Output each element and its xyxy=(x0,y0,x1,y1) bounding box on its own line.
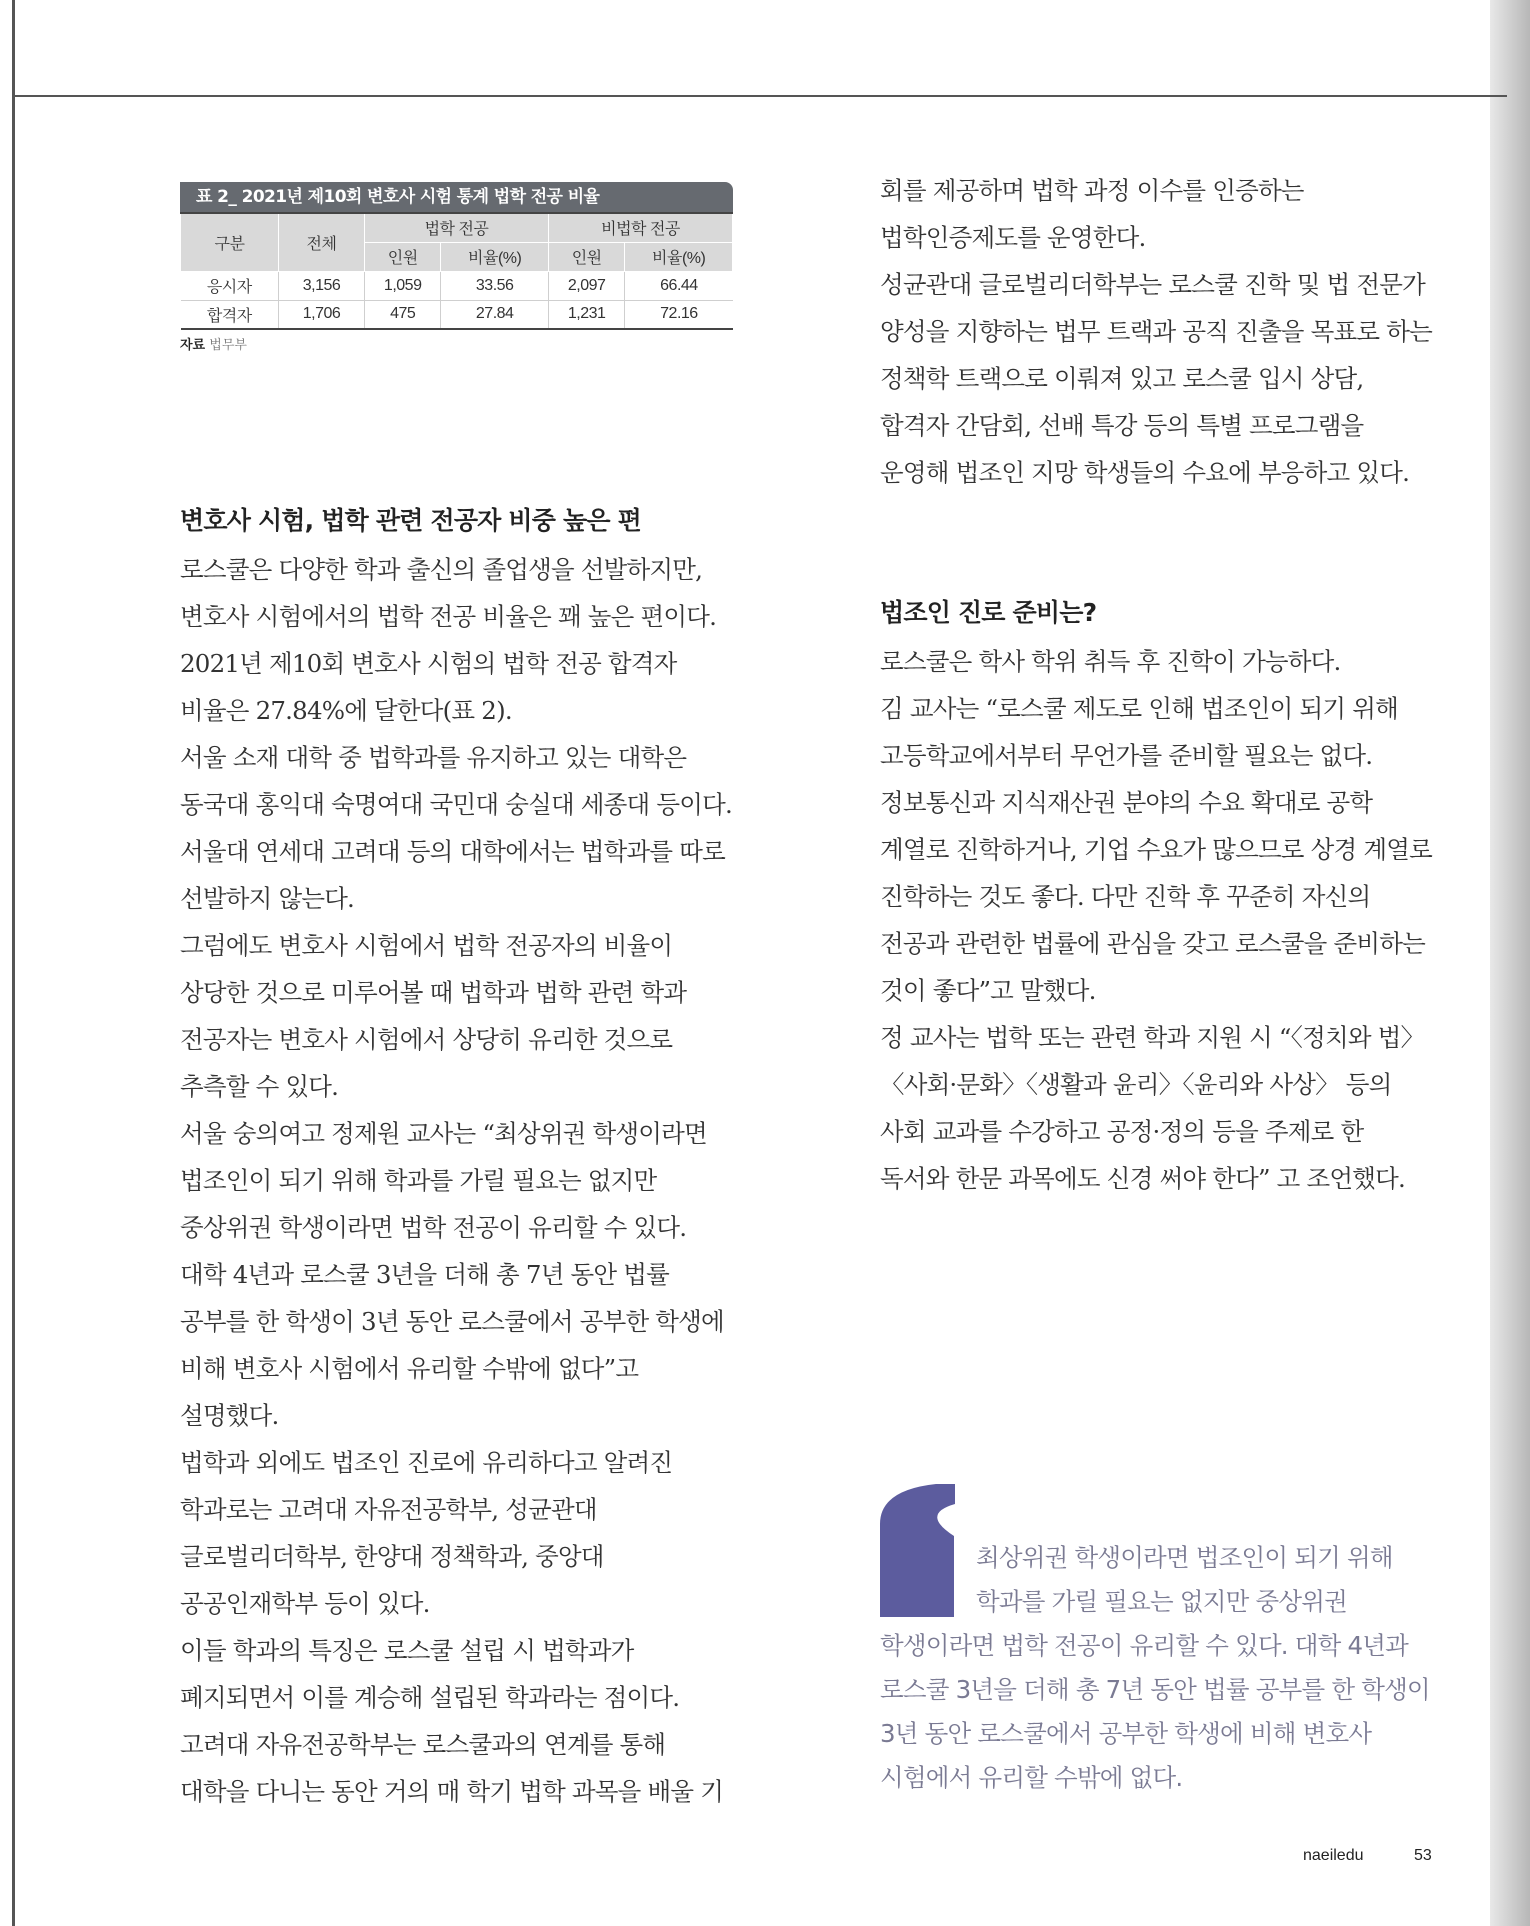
paragraph: 서울 소재 대학 중 법학과를 유지하고 있는 대학은 동국대 홍익대 숙명여대 국민대 숭실대 세종대 등이다. 서울대 연세대 고려대 등의 대학에서는 법학과를 따로 선발하지 않는다. xyxy=(180,743,732,913)
cell-law-ratio: 33.56 xyxy=(441,271,549,300)
left-column xyxy=(180,496,735,1815)
paragraph: 성균관대 글로벌리더학부는 로스쿨 진학 및 법 전문가 양성을 지향하는 법무 트랙과 공직 진출을 목표로 하는 정책학 트랙으로 이뤄져 있고 로스쿨 입시 상담, 합격자 간담회, 선배 특강 등의 특별 프로그램을 운영해 법조인 지망 학생들의 수요에 부응하고 있다. xyxy=(880,270,1432,487)
quote-rest: 학생이라면 법학 전공이 유리할 수 있다. 대학 4년과 로스쿨 3년을 더해 총 7년 동안 법률 공부를 한 학생이 3년 동안 로스쿨에서 공부한 학생에 비해 변호사 시험에서 유리할 수밖에 없다. xyxy=(880,1631,1430,1792)
th-nonlaw: 비법학 전공 xyxy=(548,213,732,242)
quote-line-2: 학과를 가릴 필요는 없지만 중상위권 xyxy=(976,1587,1347,1616)
right-column-section xyxy=(880,588,1435,1202)
table-row xyxy=(181,300,733,329)
paragraph: 정 교사는 법학 또는 관련 학과 지원 시 “〈정치와 법〉〈사회·문화〉〈생활과 윤리〉〈윤리와 사상〉 등의 사회 교과를 수강하고 공정·정의 등을 주제로 한 독서와 한문 과목에도 신경 써야 한다” 고 조언했다. xyxy=(880,1023,1425,1193)
source-value: 법무부 xyxy=(209,338,247,353)
th-category: 구분 xyxy=(181,213,279,271)
cell-nonlaw-ratio: 66.44 xyxy=(625,271,733,300)
paragraph: 회를 제공하며 법학 과정 이수를 인증하는 법학인증제도를 운영한다. xyxy=(880,176,1304,252)
th-law-count: 인원 xyxy=(365,242,441,271)
quote-line-1: 최상위권 학생이라면 법조인이 되기 위해 xyxy=(976,1543,1393,1572)
cell-label: 합격자 xyxy=(181,300,279,329)
stat-table xyxy=(180,212,733,330)
page-edge-shadow xyxy=(1490,0,1530,1926)
paragraph: 로스쿨은 학사 학위 취득 후 진학이 가능하다. xyxy=(880,647,1341,676)
paragraph: 김 교사는 “로스쿨 제도로 인해 법조인이 되기 위해 고등학교에서부터 무언가를 준비할 필요는 없다. 정보통신과 지식재산권 분야의 수요 확대로 공학 계열로 진학하거나, 기업 수요가 많으므로 상경 계열로 진학하는 것도 좋다. 다만 진학 후 꾸준히 자신의 전공과 관련한 법률에 관심을 갖고 로스쿨을 준비하는 것이 좋다”고 말했다. xyxy=(880,694,1432,1005)
paragraph: 서울 숭의여고 정제원 교사는 “최상위권 학생이라면 법조인이 되기 위해 학과를 가릴 필요는 없지만 중상위권 학생이라면 법학 전공이 유리할 수 있다. 대학 4년과 로스쿨 3년을 더해 총 7년 동안 법률 공부를 한 학생이 3년 동안 로스쿨에서 공부한 학생에 비해 변호사 시험에서 유리할 수밖에 없다”고 설명했다. xyxy=(180,1119,724,1430)
cell-nonlaw-count: 2,097 xyxy=(548,271,624,300)
right-column-top xyxy=(880,167,1435,496)
cell-total: 1,706 xyxy=(279,300,365,329)
cell-label: 응시자 xyxy=(181,271,279,300)
th-law-ratio: 비율(%) xyxy=(441,242,549,271)
table-row xyxy=(181,271,733,300)
stat-table-block xyxy=(180,182,733,353)
cell-nonlaw-ratio: 72.16 xyxy=(625,300,733,329)
th-nonlaw-count: 인원 xyxy=(548,242,624,271)
page-number: 53 xyxy=(1414,1847,1432,1864)
th-law: 법학 전공 xyxy=(365,213,549,242)
cell-law-ratio: 27.84 xyxy=(441,300,549,329)
cell-law-count: 1,059 xyxy=(365,271,441,300)
paragraph: 법학과 외에도 법조인 진로에 유리하다고 알려진 학과로는 고려대 자유전공학부, 성균관대 글로벌리더학부, 한양대 정책학과, 중앙대 공공인재학부 등이 있다. xyxy=(180,1448,673,1618)
section-heading-right: 법조인 진로 준비는? xyxy=(880,598,1097,627)
right-body xyxy=(880,638,1435,1202)
paragraph: 로스쿨은 다양한 학과 출신의 졸업생을 선발하지만, 변호사 시험에서의 법학 전공 비율은 꽤 높은 편이다. 2021년 제10회 변호사 시험의 법학 전공 합격자 비율은 27.84%에 달한다(표 2). xyxy=(180,555,717,725)
right-body-top xyxy=(880,167,1435,496)
cell-nonlaw-count: 1,231 xyxy=(548,300,624,329)
table-source xyxy=(180,334,733,353)
cell-total: 3,156 xyxy=(279,271,365,300)
th-nonlaw-ratio: 비율(%) xyxy=(625,242,733,271)
pull-quote xyxy=(880,1536,1445,1800)
section-heading-left: 변호사 시험, 법학 관련 전공자 비중 높은 편 xyxy=(180,506,641,535)
footer-brand: naeiledu xyxy=(1303,1847,1364,1864)
cell-law-count: 475 xyxy=(365,300,441,329)
source-label: 자료 xyxy=(180,338,206,353)
left-body xyxy=(180,546,735,1815)
paragraph: 이들 학과의 특징은 로스쿨 설립 시 법학과가 폐지되면서 이를 계승해 설립된 학과라는 점이다. xyxy=(180,1636,680,1712)
header-rule xyxy=(12,95,1507,97)
table-title: 표 2_ 2021년 제10회 변호사 시험 통계 법학 전공 비율 xyxy=(180,182,733,212)
paragraph: 고려대 자유전공학부는 로스쿨과의 연계를 통해 대학을 다니는 동안 거의 매 학기 법학 과목을 배울 기 xyxy=(180,1730,724,1806)
paragraph: 그럼에도 변호사 시험에서 법학 전공자의 비율이 상당한 것으로 미루어볼 때 법학과 법학 관련 학과 전공자는 변호사 시험에서 상당히 유리한 것으로 추측할 수 있다. xyxy=(180,931,687,1101)
th-total: 전체 xyxy=(279,213,365,271)
